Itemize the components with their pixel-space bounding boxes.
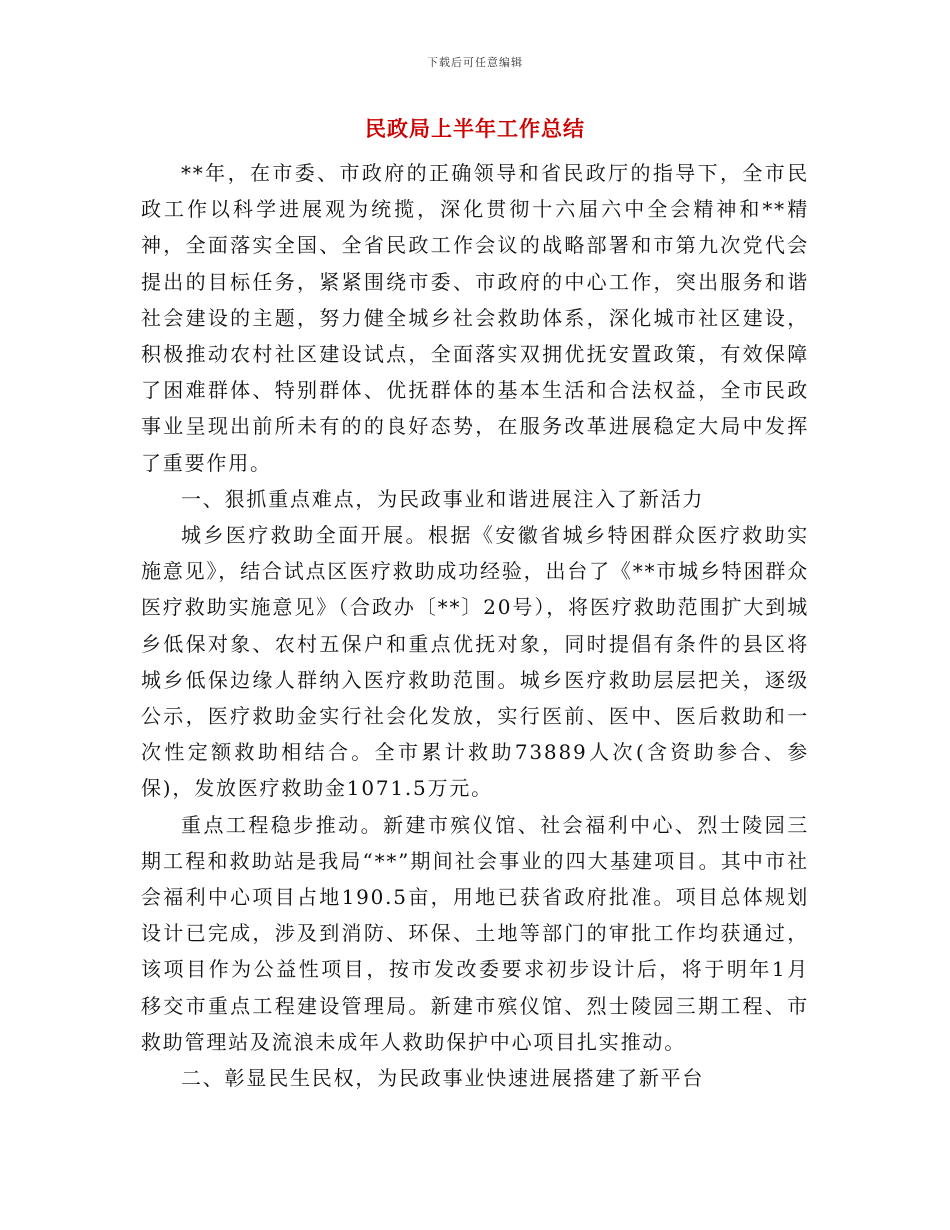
section-heading-1: 一、狠抓重点难点，为民政事业和谐进展注入了新活力 [181, 486, 705, 511]
paragraph-key-projects: 重点工程稳步推动。新建市殡仪馆、社会福利中心、烈士陵园三期工程和救助站是我局“**”期间社会事业的四大基建项目。其中市社会福利中心项目占地190.5亩，用地已获省政府批准。项目总体规划设计已完成，涉及到消防、环保、土地等部门的审批工作均获通过，该项目作为公益性项目，按市发改委要求初步设计后，将于明年1月移交市重点工程建设管理局。新建市殡仪馆、烈士陵园三期工程、市救助管理站及流浪未成年人救助保护中心项目扎实推动。 [141, 812, 809, 1054]
document-body [141, 155, 809, 1096]
paragraph-medical-aid: 城乡医疗救助全面开展。根据《安徽省城乡特困群众医疗救助实施意见》，结合试点区医疗救助成功经验，出台了《**市城乡特困群众医疗救助实施意见》（合政办〔**〕20号），将医疗救助范围扩大到城乡低保对象、农村五保户和重点优抚对象，同时提倡有条件的县区将城乡低保边缘人群纳入医疗救助范围。城乡医疗救助层层把关，逐级公示，医疗救助金实行社会化发放，实行医前、医中、医后救助和一次性定额救助相结合。全市累计救助73889人次(含资助参合、参保)，发放医疗救助金1071.5万元。 [141, 523, 809, 801]
paragraph-intro: **年，在市委、市政府的正确领导和省民政厅的指导下，全市民政工作以科学进展观为统揽，深化贯彻十六届六中全会精神和**精神，全面落实全国、全省民政工作会议的战略部署和市第九次党代会提出的目标任务，紧紧围绕市委、市政府的中心工作，突出服务和谐社会建设的主题，努力健全城乡社会救助体系，深化城市社区建设，积极推动农村社区建设试点，全面落实双拥优抚安置政策，有效保障了困难群体、特别群体、优抚群体的基本生活和合法权益，全市民政事业呈现出前所未有的的良好态势，在服务改革进展稳定大局中发挥了重要作用。 [141, 161, 809, 475]
section-heading-2: 二、彰显民生民权，为民政事业快速进展搭建了新平台 [181, 1066, 705, 1091]
header-note: 下载后可任意编辑 [427, 56, 523, 69]
document-title: 民政局上半年工作总结 [365, 116, 585, 141]
